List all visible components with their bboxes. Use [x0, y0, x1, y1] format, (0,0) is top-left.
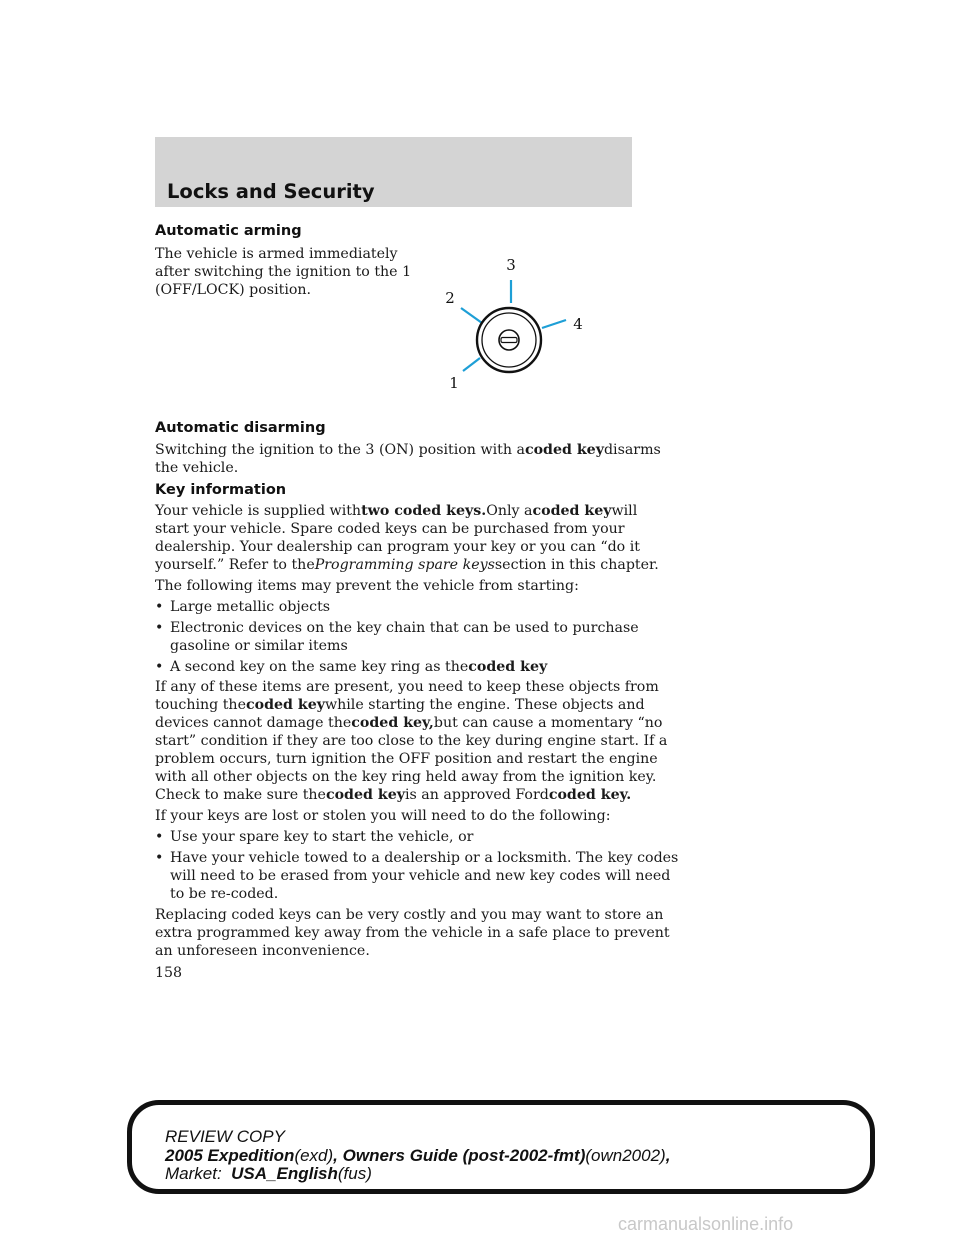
position-label-2: 2	[445, 289, 455, 307]
bullet-3: •	[155, 659, 164, 675]
position-label-3: 3	[506, 256, 516, 274]
bullet-text-5c: to be re-coded.	[170, 886, 279, 902]
position-label-1: 1	[449, 374, 459, 392]
bullet-text-2a: Electronic devices on the key chain that can be used to purchase	[170, 620, 639, 636]
para-line-3: devices cannot damage thecoded key,but can cause a momentary “no	[155, 715, 663, 731]
disarming-line-2: the vehicle.	[155, 460, 239, 476]
section-title: Locks and Security	[167, 180, 375, 203]
arming-line-1: The vehicle is armed immediately	[155, 246, 398, 262]
ignition-lines	[461, 280, 566, 371]
bullet-text-5b: will need to be erased from your vehicle and new key codes will need	[170, 868, 671, 884]
review-line-3: Market: USA_English(fus)	[165, 1164, 372, 1183]
para-line-6: with all other objects on the key ring held away from the ignition key.	[155, 769, 657, 785]
heading-key-information: Key information	[155, 482, 287, 498]
closing-line-1: Replacing coded keys can be very costly and you may want to store an	[155, 907, 664, 923]
heading-automatic-arming: Automatic arming	[155, 223, 302, 239]
closing-line-3: an unforeseen inconvenience.	[155, 943, 370, 959]
ignition-inner-ring	[482, 313, 536, 367]
key-slot	[501, 338, 517, 343]
bullet-5: •	[155, 850, 164, 866]
review-line-2: 2005 Expedition(exd), Owners Guide (post-2002-fmt)(own2002),	[165, 1146, 671, 1165]
position-line-1	[463, 358, 480, 371]
para-line-1: If any of these items are present, you need to keep these objects from	[155, 679, 659, 695]
lost-keys-intro: If your keys are lost or stolen you will need to do the following:	[155, 808, 611, 824]
bullet-text-5a: Have your vehicle towed to a dealership or a locksmith. The key codes	[170, 850, 679, 866]
bullet-text-3: A second key on the same key ring as thecoded key	[170, 659, 548, 675]
key-info-line-4: yourself.” Refer to theProgramming spare keyssection in this chapter.	[155, 557, 659, 573]
bullet-1: •	[155, 599, 164, 615]
key-info-line-1: Your vehicle is supplied withtwo coded keys.Only acoded keywill	[155, 503, 638, 519]
para-line-2: touching thecoded keywhile starting the engine. These objects and	[155, 697, 645, 713]
bullet-4: •	[155, 829, 164, 845]
bullet-text-4: Use your spare key to start the vehicle, or	[170, 829, 474, 845]
para-line-7: Check to make sure thecoded keyis an approved Fordcoded key.	[155, 787, 632, 803]
heading-automatic-disarming: Automatic disarming	[155, 420, 326, 436]
closing-line-2: extra programmed key away from the vehicle in a safe place to prevent	[155, 925, 670, 941]
arming-line-2: after switching the ignition to the 1	[155, 264, 412, 280]
ignition-outer-ring	[477, 308, 541, 372]
page-number: 158	[155, 965, 183, 981]
para-line-4: start” condition if they are too close to the key during engine start. If a	[155, 733, 668, 749]
position-line-2	[461, 308, 482, 323]
disarming-line-1: Switching the ignition to the 3 (ON) position with acoded keydisarms	[155, 442, 661, 458]
key-info-line-2: start your vehicle. Spare coded keys can be purchased from your	[155, 521, 625, 537]
position-label-4: 4	[573, 315, 583, 333]
review-line-1: REVIEW COPY	[165, 1127, 285, 1146]
arming-line-3: (OFF/LOCK) position.	[155, 282, 312, 298]
position-line-4	[542, 320, 566, 328]
watermark: carmanualsonline.info	[618, 1214, 794, 1234]
key-slot-circle	[499, 330, 519, 350]
ignition-position-diagram	[420, 240, 600, 400]
bullet-text-1: Large metallic objects	[170, 599, 331, 615]
key-info-line-3: dealership. Your dealership can program your key or you can “do it	[155, 539, 640, 555]
bullet-2: •	[155, 620, 164, 636]
items-intro: The following items may prevent the vehicle from starting:	[155, 578, 579, 594]
bullet-text-2b: gasoline or similar items	[170, 638, 348, 654]
para-line-5: problem occurs, turn ignition the OFF position and restart the engine	[155, 751, 658, 767]
